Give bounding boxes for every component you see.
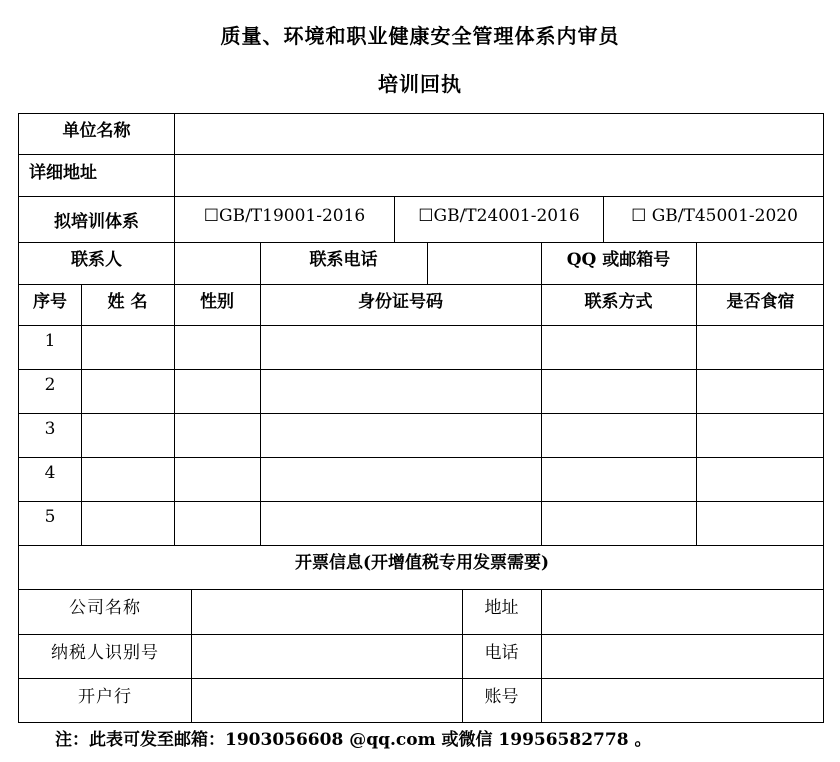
- address-label: 详细地址: [29, 162, 97, 183]
- invoice-address-label: 地址: [484, 597, 519, 618]
- column-header-id-number: 身份证号码: [358, 291, 443, 312]
- system-option-gbt24001[interactable]: ☐GB/T24001-2016: [418, 206, 580, 226]
- row-number: 5: [44, 507, 56, 527]
- contact-phone-field[interactable]: [428, 242, 541, 284]
- qq-email-label: QQ 或邮箱号: [566, 249, 671, 270]
- contact-person-label: 联系人: [71, 249, 122, 270]
- row-number: 1: [44, 331, 56, 351]
- column-header-gender: 性别: [200, 291, 234, 312]
- row-number: 2: [44, 375, 56, 395]
- account-label: 账号: [484, 686, 519, 707]
- column-header-no: 序号: [33, 291, 67, 312]
- column-header-lodging: 是否食宿: [726, 291, 795, 312]
- taxpayer-id-label: 纳税人识别号: [51, 642, 159, 663]
- unit-name-field[interactable]: [175, 114, 823, 154]
- form-subtitle: 培训回执: [378, 72, 462, 96]
- invoice-phone-label: 电话: [484, 642, 519, 663]
- system-option-gbt45001[interactable]: ☐ GB/T45001-2020: [631, 206, 798, 226]
- qq-email-field[interactable]: [697, 242, 825, 284]
- training-system-label: 拟培训体系: [54, 211, 139, 232]
- row-number: 3: [44, 419, 56, 439]
- contact-phone-label: 联系电话: [309, 249, 378, 270]
- footer-note: 注：此表可发至邮箱：1903056608 @qq.com 或微信 19956582778 。: [55, 729, 652, 750]
- taxpayer-id-field[interactable]: [192, 635, 462, 678]
- system-option-gbt19001[interactable]: ☐GB/T19001-2016: [203, 206, 366, 226]
- form-title: 质量、环境和职业健康安全管理体系内审员: [220, 24, 620, 48]
- contact-person-field[interactable]: [175, 242, 260, 284]
- registration-form-table: [18, 113, 824, 723]
- unit-name-label: 单位名称: [62, 120, 131, 141]
- company-name-label: 公司名称: [69, 597, 141, 618]
- invoice-address-field[interactable]: [542, 590, 825, 634]
- address-field[interactable]: [175, 155, 823, 196]
- column-header-name: 姓 名: [107, 291, 148, 312]
- invoice-header: 开票信息(开增值税专用发票需要): [294, 552, 550, 573]
- bank-label: 开户行: [78, 686, 132, 707]
- invoice-phone-field[interactable]: [542, 635, 825, 678]
- row-number: 4: [44, 463, 56, 483]
- bank-field[interactable]: [192, 679, 462, 722]
- company-name-field[interactable]: [192, 590, 462, 634]
- account-field[interactable]: [542, 679, 825, 722]
- column-header-contact: 联系方式: [584, 291, 653, 312]
